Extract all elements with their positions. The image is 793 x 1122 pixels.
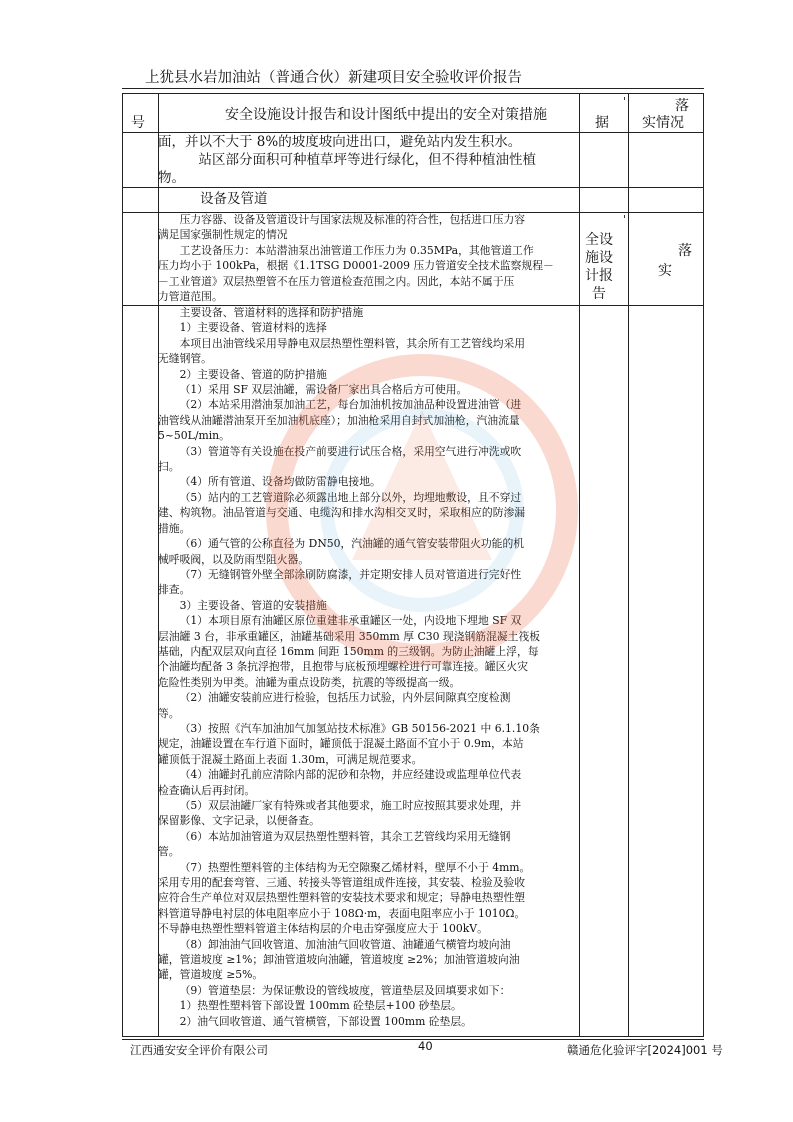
- text-line: 油管线从油罐潜油泵开至加油机底座）；加油枪采用自封式加油枪，汽油流量: [158, 413, 520, 427]
- text-line: 3）主要设备、管道的安装措施: [179, 598, 327, 612]
- header-rule: [122, 88, 704, 89]
- col-header-measures: 安全设施设计报告和设计图纸中提出的安全对策措施: [225, 107, 547, 123]
- text-line: 本项目出油管线采用导静电双层热塑性塑料管，其余所有工艺管线均采用: [179, 336, 526, 350]
- text-line: 主要设备、管道材料的选择和防护措施: [179, 306, 364, 319]
- text-line: 层油罐 3 台，非承重罐区，油罐基础采用 350mm 厚 C30 现浇钢筋混凝土筏板: [158, 629, 541, 643]
- text-line: 建、构筑物。油品管道与交通、电缆沟和排水沟相交叉时，采取相应的防渗漏: [158, 506, 526, 520]
- text-line: 危险性类别为甲类。油罐为重点设防类，抗震的等级提高一级。: [158, 675, 461, 689]
- text-line: 不导静电热塑性塑料管道主体结构层的介电击穿强度应大于 100kV。: [158, 922, 488, 936]
- text-line: 2）油气回收管道、通气管横管，下部设置 100mm 砼垫层。: [179, 1014, 472, 1028]
- text-line: 物。: [158, 170, 185, 186]
- text-line: 个油罐均配备 3 条抗浮抱带，且抱带与底板预埋螺栓进行可靠连接。罐区火灾: [158, 660, 529, 674]
- text-line: 保留影像、文字记录，以便备查。: [158, 814, 320, 828]
- status-cell-2: 实: [658, 263, 672, 279]
- text-line: （5）站内的工艺管道除必须露出地上部分以外，均埋地敷设，且不穿过: [179, 490, 522, 504]
- text-line: （7）无缝钢管外壁全部涂刷防腐漆，并定期安排人员对管道进行完好性: [179, 567, 522, 581]
- text-line: 排查。: [158, 583, 191, 597]
- text-line: （9）管道垫层：为保证敷设的管线坡度，管道垫层及回填要求如下：: [179, 983, 511, 997]
- text-line: 力管道范围。: [158, 290, 223, 304]
- text-line: 应符合生产单位对双层热塑性塑料管的安装技术要求和规定；导静电热塑性塑: [158, 891, 526, 905]
- text-line: 措施。: [158, 521, 191, 535]
- text-line: 等。: [158, 706, 180, 720]
- basis-line: 全设: [585, 232, 613, 248]
- footer-company: 江西通安安全评价有限公司: [130, 1043, 268, 1057]
- text-line: （2）本站采用潜油泵加油工艺，每台加油机按加油品种设置进油管（进: [179, 398, 522, 412]
- text-line: （3）按照《汽车加油加气加氢站技术标准》GB 50156-2021 中 6.1.10条: [179, 721, 540, 735]
- text-line: 工艺设备压力：本站潜油泵出油管道工作压力为 0.35MPa，其他管道工作: [179, 243, 534, 257]
- text-line: （7）热塑性塑料管的主体结构为无空隙聚乙烯材料，壁厚不小于 4mm。: [179, 860, 531, 874]
- text-line: 罐，管道坡度 ≥5%。: [158, 968, 264, 982]
- col-header-basis: 据: [595, 115, 609, 131]
- col-divider: [579, 94, 580, 1036]
- text-line: 压力容器、设备及管道设计与国家法规及标准的符合性，包括进口压力容: [179, 213, 526, 226]
- text-line: （5）双层油罐厂家有特殊或者其他要求，施工时应按照其要求处理，并: [179, 799, 522, 812]
- text-line: （8）卸油油气回收管道、加油油气回收管道、油罐通气横管均坡向油: [179, 937, 511, 951]
- text-line: （2）油罐安装前应进行检验，包括压力试验，内外层间隙真空度检测: [179, 691, 511, 705]
- section-title: 设备及管道: [200, 191, 268, 207]
- text-line: 料管道导静电衬层的体电阻率应小于 108Ω·m，表面电阻率应小于 1010Ω。: [158, 906, 526, 920]
- text-line: －工业管道》双层热塑管不在压力管道检查范围之内。因此，本站不属于压: [158, 274, 515, 288]
- basis-line: 计报: [585, 268, 613, 284]
- basis-cell: [585, 231, 613, 303]
- page-number: 40: [418, 1039, 433, 1053]
- report-title: 上犹县水岩加油站（普通合伙）新建项目安全验收评价报告: [145, 70, 522, 86]
- text-line: （4）油罐封孔前应清除内部的泥砂和杂物，并应经建设或监理单位代表: [179, 768, 522, 782]
- text-line: （3）管道等有关设施在投产前要进行试压合格，采用空气进行冲洗或吹: [179, 444, 522, 458]
- text-line: 1）主要设备、管道材料的选择: [179, 321, 327, 335]
- text-line: 管。: [158, 845, 180, 859]
- basis-line: 施设: [585, 250, 613, 266]
- text-line: 站区部分面积可种植草坪等进行绿化，但不得种植油性植: [198, 152, 536, 168]
- text-line: 扫。: [158, 460, 180, 474]
- text-line: 满足国家强制性规定的情况: [158, 228, 288, 242]
- text-line: 采用专用的配套弯管、三通、转接头等管道组成件连接，其安装、检验及验收: [158, 876, 526, 890]
- row-divider: [123, 187, 703, 188]
- pressure-row-text: [158, 212, 576, 304]
- main-row-text: [158, 305, 576, 1029]
- text-line: 基础，内配双层双向直径 16mm 间距 150mm 的三级钢。为防止油罐上浮，每: [158, 644, 539, 658]
- text-line: 罐顶低于混凝土路面上表面 1.30m，可满足规范要求。: [158, 752, 423, 766]
- text-line: 检查确认后再封闭。: [158, 783, 256, 797]
- col-header-status-2: 实情况: [642, 115, 684, 131]
- continued-row-text: [158, 133, 576, 187]
- text-line: 5~50L/min。: [158, 429, 230, 443]
- footer-rule: [122, 1039, 704, 1040]
- text-line: （4）所有管道、设备均做防雷静电接地。: [179, 475, 381, 489]
- text-line: （6）通气管的公称直径为 DN50，汽油罐的通气管安装带阻火功能的机: [179, 537, 525, 551]
- text-line: （1）采用 SF 双层油罐，需设备厂家出具合格后方可使用。: [179, 383, 468, 397]
- col-divider: [628, 94, 629, 1036]
- text-line: 1）热塑性塑料管下部设置 100mm 砼垫层+100 砂垫层。: [179, 999, 462, 1013]
- text-line: 无缝钢管。: [158, 352, 212, 366]
- text-line: 面，并以不大于 8%的坡度坡向进出口，避免站内发生积水。: [158, 134, 522, 150]
- text-line: 规定，油罐设置在车行道下面时，罐顶低于混凝土路面不宜小于 0.9m，本站: [158, 737, 524, 751]
- col-header-status-1: 落: [675, 98, 689, 114]
- text-line: （6）本站加油管道为双层热塑性塑料管，其余工艺管线均采用无缝钢: [179, 829, 511, 843]
- text-line: 械呼吸阀，以及防雨型阻火器。: [158, 552, 310, 566]
- text-line: （1）本项目原有油罐区原位重建非承重罐区一处，内设地下埋地 SF 双: [179, 614, 522, 628]
- col-header-no: 号: [131, 115, 145, 131]
- status-cell-1: 落: [678, 243, 692, 259]
- col-header-basis-mark: ': [623, 95, 627, 108]
- text-line: 罐，管道坡度 ≥1%；卸油管道坡向油罐，管道坡度 ≥2%；加油管道坡向油: [158, 953, 520, 967]
- footer-doc-no: 赣通危化验评字[2024]001 号: [567, 1043, 723, 1057]
- text-line: 压力均小于 100kPa，根据《1.1TSG D0001-2009 压力管道安全技术监察规程－: [158, 259, 554, 273]
- basis-mark: ': [623, 213, 627, 226]
- basis-line: 告: [592, 286, 606, 302]
- text-line: 2）主要设备、管道的防护措施: [179, 367, 327, 381]
